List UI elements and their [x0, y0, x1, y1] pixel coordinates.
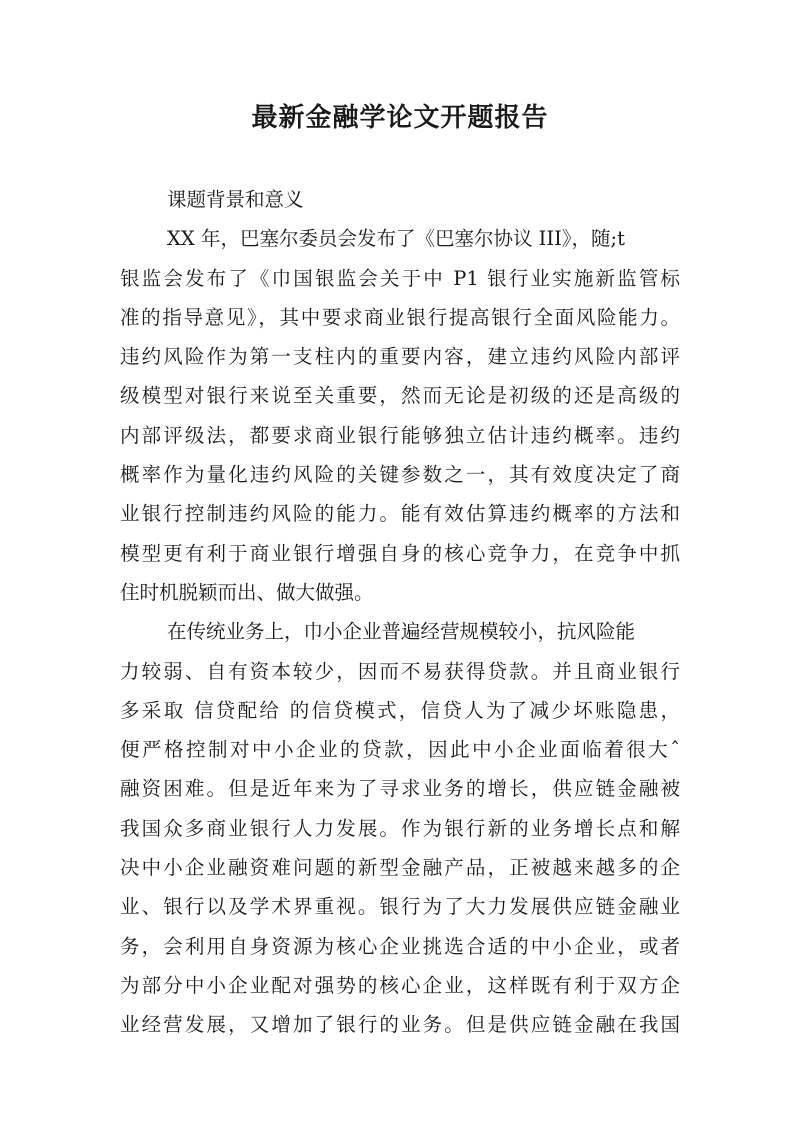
- paragraph-line: 概率作为量化违约风险的关键参数之一，其有效度决定了商: [120, 463, 680, 487]
- paragraph-line: 务，会利用自身资源为核心企业挑选合适的中小企业，或者: [120, 934, 680, 958]
- paragraph-line: 力较弱、自有资本较少，因而不易获得贷款。并且商业银行: [120, 659, 680, 683]
- document-body: [120, 180, 680, 1045]
- paragraph-2: [120, 612, 680, 1044]
- paragraph-line: 业银行控制违约风险的能力。能有效估算违约概率的方法和: [120, 502, 680, 526]
- paragraph-line: 住时机脱颖而出、做大做强。: [120, 580, 374, 604]
- paragraph-line: XX 年，巴塞尔委员会发布了《巴塞尔协议 III》，随;t: [167, 227, 625, 251]
- paragraph-line: 为部分中小企业配对强势的核心企业，这样既有利于双方企: [120, 973, 680, 997]
- paragraph-1: [120, 219, 680, 612]
- paragraph-line: 业经营发展，又增加了银行的业务。但是供应链金融在我国: [120, 1013, 680, 1037]
- paragraph-line: 便严格控制对中小企业的贷款，因此中小企业面临着很大ˆ: [120, 738, 680, 762]
- paragraph-line: 银监会发布了《巾国银监会关于中 P1 银行业实施新监管标: [120, 266, 680, 290]
- paragraph-line: 违约风险作为第一支柱内的重要内容，建立违约风险内部评: [120, 345, 680, 369]
- document-title: 最新金融学论文开题报告: [251, 103, 549, 133]
- paragraph-line: 内部评级法，都要求商业银行能够独立估计违约概率。违约: [120, 423, 680, 447]
- paragraph-line: 模型更有利于商业银行增强自身的核心竞争力，在竞争中抓: [120, 541, 680, 565]
- paragraph-line: 决中小企业融资难问题的新型金融产品，正被越来越多的企: [120, 856, 680, 880]
- paragraph-line: 在传统业务上，巾小企业普遍经营规模较小，抗风险能: [167, 620, 636, 644]
- paragraph-line: 融资困难。但是近年来为了寻求业务的增长，供应链金融被: [120, 777, 680, 801]
- paragraph-line: 准的指导意见》，其中要求商业银行提高银行全面风险能力。: [120, 305, 680, 329]
- section-heading: 课题背景和意义: [167, 188, 304, 211]
- paragraph-line: 级模型对银行来说至关重要，然而无论是初级的还是高级的: [120, 384, 680, 408]
- paragraph-line: 多采取 信贷配给 的信贷模式，信贷人为了减少坏账隐患，: [120, 698, 680, 722]
- paragraph-line: 业、银行以及学术界重视。银行为了大力发展供应链金融业: [120, 895, 680, 919]
- paragraph-line: 我国众多商业银行人力发展。作为银行新的业务增长点和解: [120, 816, 680, 840]
